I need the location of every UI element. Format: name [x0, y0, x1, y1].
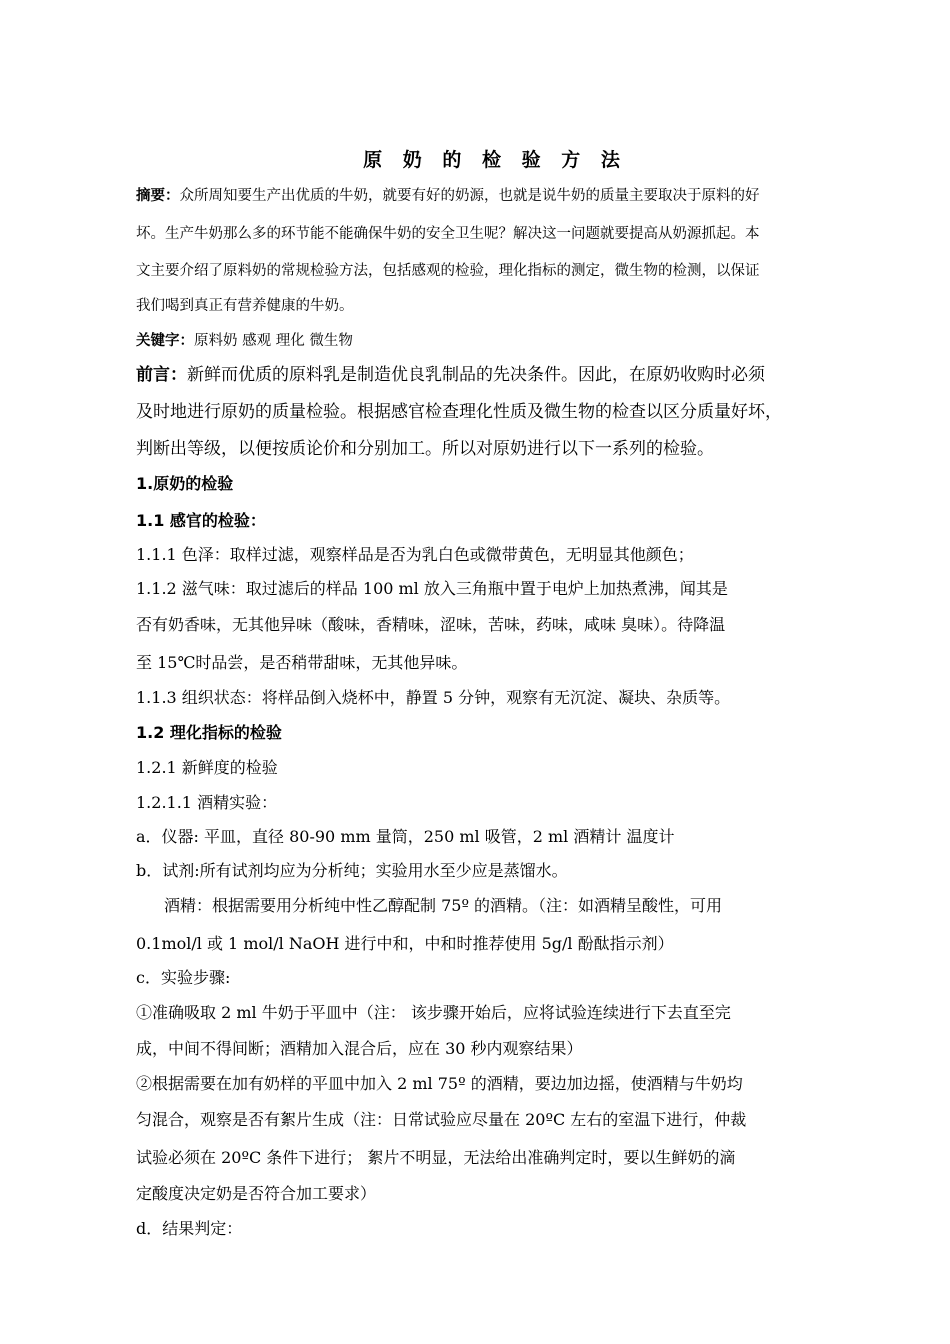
preface-line	[136, 365, 765, 385]
abstract-line	[136, 186, 760, 206]
body-line: 酒精：根据需要用分析纯中性乙醇配制 75º 的酒精。（注：如酒精呈酸性，可用	[164, 896, 723, 915]
body-line: 1.2.1.1 酒精实验：	[136, 793, 278, 812]
body-line: 0.1mol/l 或 1 mol/l NaOH 进行中和，中和时推荐使用 5g/l 酚酞指示剂）	[136, 934, 674, 953]
body-line: ①准确吸取 2 ml 牛奶于平皿中（注： 该步骤开始后，应将试验连续进行下去直至完	[136, 1003, 731, 1022]
body-line: 试验必须在 20ºC 条件下进行； 絮片不明显，无法给出准确判定时，要以生鲜奶的滴	[136, 1148, 736, 1167]
body-line: 成，中间不得间断；酒精加入混合后，应在 30 秒内观察结果）	[136, 1039, 583, 1058]
keywords-line	[136, 331, 353, 351]
body-line: 1.2.1 新鲜度的检验	[136, 758, 278, 777]
body-line: 匀混合，观察是否有絮片生成（注：日常试验应尽量在 20ºC 左右的室温下进行，仲裁	[136, 1110, 747, 1129]
body-line: 1.1.3 组织状态：将样品倒入烧杯中，静置 5 分钟，观察有无沉淀、凝块、杂质等。	[136, 688, 731, 707]
body-line: b．试剂:所有试剂均应为分析纯；实验用水至少应是蒸馏水。	[136, 861, 568, 880]
keywords-label: 关键字：	[136, 333, 194, 349]
document-title: 原 奶 的 检 验 方 法	[363, 149, 627, 171]
body-line: 定酸度决定奶是否符合加工要求）	[136, 1184, 377, 1203]
body-line: d．结果判定：	[136, 1219, 243, 1238]
body-line: 至 15℃时品尝，是否稍带甜味，无其他异味。	[136, 653, 468, 672]
body-line: 1.1.1 色泽：取样过滤，观察样品是否为乳白色或微带黄色，无明显其他颜色；	[136, 545, 694, 564]
preface-line: 及时地进行原奶的质量检验。根据感官检查理化性质及微生物的检查以区分质量好坏，	[136, 402, 782, 422]
abstract-label: 摘要：	[136, 188, 180, 204]
abstract-text: 众所周知要生产出优质的牛奶，就要有好的奶源，也就是说牛奶的质量主要取决于原料的好	[179, 188, 760, 204]
keywords-text: 原料奶 感观 理化 微生物	[194, 333, 353, 349]
preface-line: 判断出等级，以便按质论价和分别加工。所以对原奶进行以下一系列的检验。	[136, 439, 714, 459]
body-line: c．实验步骤:	[136, 968, 231, 987]
abstract-line: 我们喝到真正有营养健康的牛奶。	[136, 298, 354, 314]
body-line: 否有奶香味，无其他异味（酸味，香精味，涩味，苦味，药味，咸味 臭味）。待降温	[136, 615, 726, 634]
subsection-heading: 1.2 理化指标的检验	[136, 723, 282, 742]
body-line: a．仪器: 平皿，直径 80-90 mm 量筒，250 ml 吸管，2 ml 酒精计 温度计	[136, 827, 675, 846]
body-line: 1.1.2 滋气味：取过滤后的样品 100 ml 放入三角瓶中置于电炉上加热煮沸，闻其是	[136, 579, 728, 598]
subsection-heading: 1.1 感官的检验：	[136, 511, 266, 530]
section-heading: 1.原奶的检验	[136, 474, 234, 493]
abstract-line: 坏。生产牛奶那么多的环节能不能确保牛奶的安全卫生呢？解决这一问题就要提高从奶源抓起。本	[136, 226, 760, 242]
body-line: ②根据需要在加有奶样的平皿中加入 2 ml 75º 的酒精，要边加边摇，使酒精与牛奶均	[136, 1074, 743, 1093]
preface-text: 新鲜而优质的原料乳是制造优良乳制品的先决条件。因此，在原奶收购时必须	[187, 365, 765, 385]
abstract-line: 文主要介绍了原料奶的常规检验方法，包括感观的检验，理化指标的测定，微生物的检测，以保证	[136, 263, 760, 279]
preface-label: 前言：	[136, 365, 187, 385]
